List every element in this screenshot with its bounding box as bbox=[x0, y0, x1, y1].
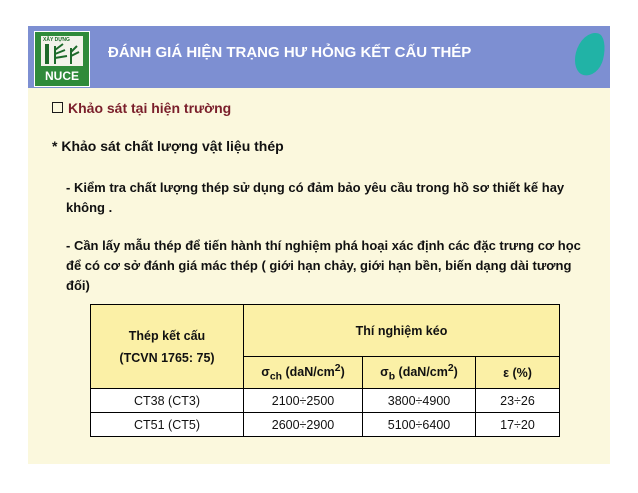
cell-yield: 2600÷2900 bbox=[244, 413, 363, 437]
section-label: Khảo sát tại hiện trường bbox=[68, 100, 232, 116]
section-heading bbox=[52, 100, 231, 116]
unit-text: (daN/cm bbox=[281, 364, 335, 379]
cell-elongation: 17÷20 bbox=[476, 413, 560, 437]
subheading: * Khảo sát chất lượng vật liệu thép bbox=[52, 138, 284, 154]
cell-steel-grade: CT51 (CT5) bbox=[91, 413, 244, 437]
sigma-symbol: σ bbox=[380, 364, 389, 379]
subscript-b: b bbox=[388, 371, 396, 383]
paragraph-check-quality: - Kiểm tra chất lượng thép sử dụng có đảm bảo yêu cầu trong hồ sơ thiết kế hay không . bbox=[66, 180, 565, 215]
paragraph-sampling: - Cần lấy mẫu thép để tiến hành thí nghiệm phá hoại xác định các đặc trưng cơ học để có cơ sở đánh giá mác thép ( giới hạn chảy, giới hạn bền, biến dạng dài tương đối) bbox=[66, 238, 581, 293]
logo-emblem bbox=[41, 36, 83, 66]
header-elongation bbox=[476, 357, 560, 389]
unit-text: (%) bbox=[509, 365, 532, 380]
superscript: 2 bbox=[334, 362, 341, 374]
leaf-icon bbox=[571, 29, 609, 78]
logo-text: NUCE bbox=[44, 69, 79, 83]
header-ultimate-stress bbox=[363, 357, 476, 389]
unit-text: (daN/cm bbox=[395, 364, 448, 379]
sigma-symbol: σ bbox=[261, 364, 270, 379]
table-row bbox=[91, 413, 560, 437]
cell-ultimate: 3800÷4900 bbox=[363, 389, 476, 413]
cell-yield: 2100÷2500 bbox=[244, 389, 363, 413]
nuce-logo bbox=[34, 31, 90, 87]
logo-small-text: XÂY DỰNG bbox=[43, 37, 70, 43]
paren: ) bbox=[340, 364, 345, 379]
header-steel-line1: Thép kết cấu bbox=[128, 328, 206, 343]
epsilon-symbol: ε bbox=[503, 365, 509, 380]
checkbox-bullet-icon bbox=[52, 102, 63, 113]
steel-test-table bbox=[90, 304, 560, 437]
header-yield-stress bbox=[244, 357, 363, 389]
subscript-ch: ch bbox=[269, 371, 282, 383]
cell-steel-grade: CT38 (CT3) bbox=[91, 389, 244, 413]
tree-icon bbox=[41, 36, 83, 66]
slide bbox=[28, 26, 610, 464]
superscript: 2 bbox=[447, 362, 454, 374]
cell-elongation: 23÷26 bbox=[476, 389, 560, 413]
page-title: ĐÁNH GIÁ HIỆN TRẠNG HƯ HỎNG KẾT CẤU THÉP bbox=[108, 44, 472, 61]
title-bar bbox=[28, 26, 610, 88]
table-header-tensile-test: Thí nghiệm kéo bbox=[244, 305, 560, 357]
table-row bbox=[91, 389, 560, 413]
header-steel-line2: (TCVN 1765: 75) bbox=[119, 350, 215, 365]
table-header-steel bbox=[91, 305, 244, 389]
paren: ) bbox=[453, 364, 458, 379]
cell-ultimate: 5100÷6400 bbox=[363, 413, 476, 437]
